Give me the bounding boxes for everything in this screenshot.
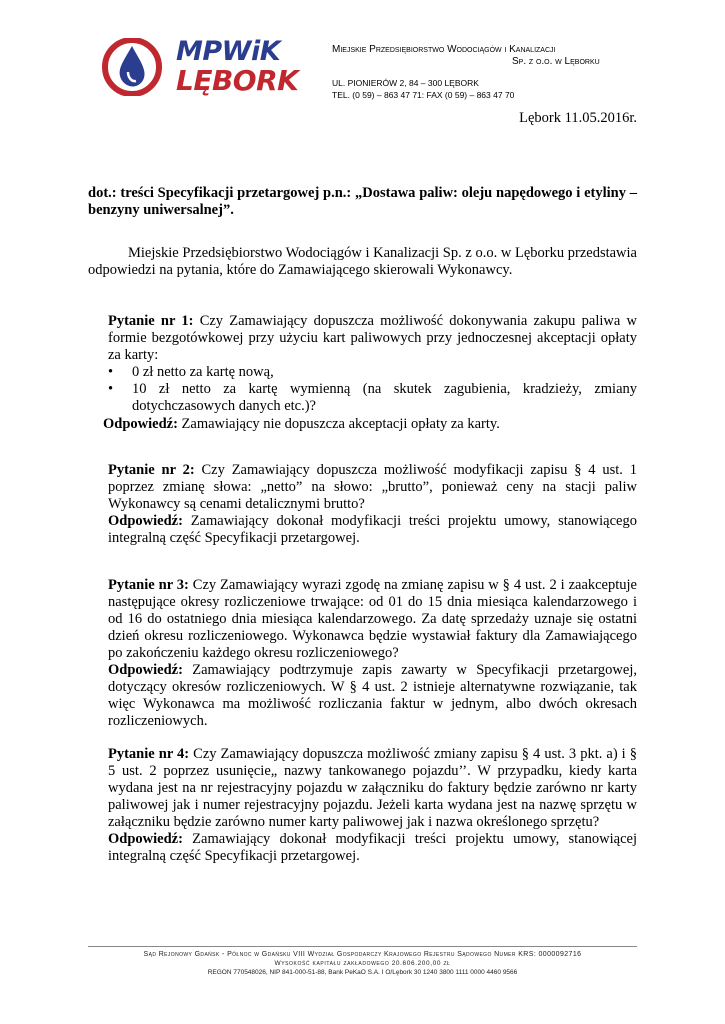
question-1-label: Pytanie nr 1: bbox=[108, 313, 194, 329]
question-1-text: Czy Zamawiający dopuszcza możliwość dokonywania zakupu paliwa w formie bezgotówkowej przy użyciu kart paliwowych przy jednoczesnej akceptacji opłaty za karty: bbox=[108, 313, 637, 363]
question-1-bullets bbox=[108, 364, 637, 415]
question-4 bbox=[108, 746, 637, 865]
company-legal-form: Sp. z o.o. w Lęborku bbox=[512, 56, 600, 67]
logo-wordmark bbox=[176, 38, 298, 95]
answer-2-label: Odpowiedź: bbox=[108, 513, 183, 529]
question-2-label: Pytanie nr 2: bbox=[108, 462, 195, 478]
answer-4-label: Odpowiedź: bbox=[108, 831, 183, 847]
question-3-label: Pytanie nr 3: bbox=[108, 577, 189, 593]
answer-1-text: Zamawiający nie dopuszcza akceptacji opłaty za karty. bbox=[177, 416, 500, 432]
company-name: Miejskie Przedsiębiorstwo Wodociągów i Kanalizacji bbox=[332, 44, 556, 55]
answer-4-text: Zamawiający dokonał modyfikacji treści projektu umowy, stanowiącej integralną część Specyfikacji przetargowej. bbox=[108, 831, 637, 864]
logo-mpwik: MPWiK bbox=[176, 36, 281, 67]
intro-paragraph: Miejskie Przedsiębiorstwo Wodociągów i Kanalizacji Sp. z o.o. w Lęborku przedstawia odpowiedzi na pytania, które do Zamawiającego skierowali Wykonawcy. bbox=[88, 245, 637, 278]
question-3-text: Czy Zamawiający wyrazi zgodę na zmianę zapisu w § 4 ust. 2 i zaakceptuje następujące okresy rozliczeniowe trwające: od 01 do 15 dnia miesiąca kalendarzowego i od 16 do ostatniego dnia miesiąca kalendarzowego. Za datę sprzedaży uznaje się ostatni dzień okresu rozliczeniowego. Wykonawca będzie wystawiał faktury dla Zamawiającego po zakończeniu każdego okresu rozliczeniowego? bbox=[108, 577, 637, 661]
footer-court-registry: Sąd Rejonowy Gdańsk - Północ w Gdańsku VIII Wydział Gospodarczy Krajowego Rejestru Sądowego Numer KRS: 0000092716 bbox=[143, 951, 582, 958]
question-1 bbox=[108, 313, 637, 415]
question-3 bbox=[108, 577, 637, 730]
answer-2-text: Zamawiający dokonał modyfikacji treści projektu umowy, stanowiącego integralną część Specyfikacji przetargowej. bbox=[108, 513, 637, 546]
answer-3-label: Odpowiedź: bbox=[108, 662, 183, 678]
company-phone: TEL. (0 59) – 863 47 71: FAX (0 59) – 863 47 70 bbox=[332, 90, 515, 100]
bullet-icon: • bbox=[108, 381, 114, 397]
question-4-label: Pytanie nr 4: bbox=[108, 746, 190, 762]
document-subject: dot.: treści Specyfikacji przetargowej p.n.: „Dostawa paliw: oleju napędowego i etyliny – benzyny uniwersalnej”. bbox=[88, 185, 637, 218]
footer bbox=[88, 950, 637, 977]
question-2 bbox=[108, 462, 637, 547]
company-header bbox=[332, 44, 600, 101]
answer-1-label: Odpowiedź: bbox=[103, 416, 178, 432]
question-4-text: Czy Zamawiający dopuszcza możliwość zmiany zapisu § 4 ust. 3 pkt. a) i § 5 ust. 2 poprzez usunięcie„ nazwy tankowanego pojazdu’’. W przypadku, kiedy karta wydana jest na nr rejestracyjny pojazdu w załączniku do faktury będzie zarówno nr karty paliwowej jak i numer rejestracyjny pojazdu. Jeżeli karta wydana jest na nazwę sprzętu w załączniku będzie zarówno numer karty paliwowej jak i nazwa określonego sprzętu? bbox=[108, 746, 638, 830]
question-2-text: Czy Zamawiający dopuszcza możliwość modyfikacji zapisu § 4 ust. 1 poprzez zmianę słowa: „netto” na słowo: „brutto”, ponieważ ceny na stacji paliw Wykonawcy są cenami detalicznymi brutto? bbox=[108, 462, 638, 512]
company-logo-icon bbox=[98, 38, 170, 96]
bullet-icon: • bbox=[108, 364, 114, 380]
footer-bank-details: REGON 770548026, NIP 841-000-51-88, Bank PeKaO S.A. I O/Lębork 30 1240 3800 1111 0000 4460 9566 bbox=[207, 969, 518, 976]
footer-capital: Wysokość kapitału zakładowego 20.606.200,00 zł bbox=[274, 960, 451, 967]
logo-lebork: LĘBORK bbox=[176, 64, 299, 97]
company-address: UL. PIONIERÓW 2, 84 – 300 LĘBORK bbox=[332, 78, 479, 88]
answer-1 bbox=[103, 416, 637, 433]
document-date: Lębork 11.05.2016r. bbox=[519, 110, 637, 126]
list-item: • 10 zł netto za kartę wymienną (na skutek zagubienia, kradzieży, zmiany dotychczasowych danych etc.)? bbox=[108, 381, 637, 414]
footer-divider bbox=[88, 946, 637, 947]
list-item: • 0 zł netto za kartę nową, bbox=[108, 364, 274, 380]
answer-3-text: Zamawiający podtrzymuje zapis zawarty w Specyfikacji przetargowej, dotyczący okresów rozliczeniowych. W § 4 ust. 2 istnieje alternatywne rozwiązanie, tak więc Wykonawca ma możliwość rozliczania faktur w jednym, albo dwóch okresach rozliczeniowych. bbox=[108, 662, 637, 729]
